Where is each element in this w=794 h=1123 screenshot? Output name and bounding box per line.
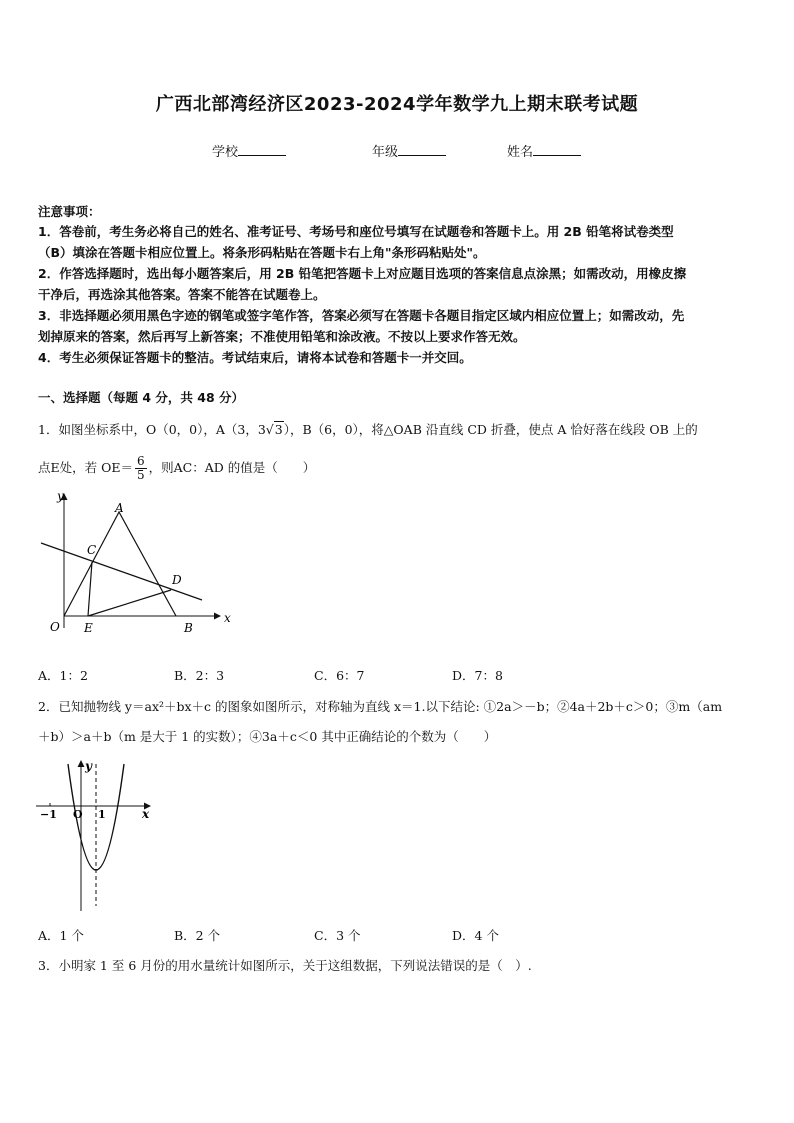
label-y: y (57, 489, 64, 503)
section-heading: 一、选择题（每题 4 分，共 48 分） (38, 390, 245, 405)
school-blank (238, 143, 286, 156)
grade-blank (398, 143, 446, 156)
q2-line-2: ＋b）＞a＋b（m 是大于 1 的实数）；④3a＋c＜0 其中正确结论的个数为（ ） (38, 729, 497, 744)
label-o: O (50, 620, 60, 634)
q1-text-b: ），B（6，0），将△OAB 沿直线 CD 折叠，使点 A 恰好落在线段 OB 上的 (283, 422, 698, 437)
notice-line-6: 划掉原来的答案，然后再写上新答案；不准使用铅笔和涂改液。不按以上要求作答无效。 (38, 329, 526, 344)
fold-line-cd (41, 543, 202, 600)
segment-de (88, 590, 171, 616)
q2-line-1: 2．已知抛物线 y＝ax²＋bx＋c 的图象如图所示，对称轴为直线 x＝1.以下结论: ①2a＞－b；②4a＋2b＋c＞0；③m（am (38, 699, 723, 714)
notice-line-5: 3．非选择题必须用黑色字迹的钢笔或签字笔作答，答案必须写在答题卡各题目指定区域内相应位置上；如需改动，先 (38, 308, 685, 323)
label-o: O (73, 808, 83, 821)
q2-figure (30, 756, 160, 916)
q1-option-b: B．2：3 (174, 668, 225, 683)
notice-line-1: 1．答卷前，考生务必将自己的姓名、准考证号、考场号和座位号填写在试题卷和答题卡上。用 2B 铅笔将试卷类型 (38, 224, 674, 239)
notice-heading: 注意事项： (38, 204, 101, 219)
q1-line-1 (38, 420, 698, 440)
grade-label: 年级 (372, 145, 399, 160)
grade-field (372, 141, 446, 160)
sqrt-sign: √ (265, 422, 274, 437)
q1-frac-den: 5 (136, 468, 145, 482)
q1-frac-num: 6 (136, 454, 145, 468)
q1-text-a: 1．如图坐标系中，O（0，0），A（3，3 (38, 422, 266, 437)
q1-fraction (135, 455, 147, 482)
label-one: 1 (98, 808, 106, 821)
notice-line-2: （B）填涂在答题卡相应位置上。将条形码粘贴在答题卡右上角"条形码粘贴处"。 (38, 245, 486, 260)
label-b: B (184, 621, 193, 635)
q1-line-2 (38, 455, 315, 482)
school-label: 学校 (212, 145, 239, 160)
notice-line-4: 干净后，再选涂其他答案。答案不能答在试题卷上。 (38, 287, 326, 302)
label-a: A (115, 501, 124, 515)
label-d: D (172, 573, 182, 587)
name-field (507, 141, 581, 160)
q1-figure (30, 488, 250, 638)
q1-text-c: 点E处，若 OE＝ (38, 460, 133, 475)
school-field (212, 141, 286, 160)
q1-text-d: ，则AC：AD 的值是（ ） (148, 460, 316, 475)
label-x: x (142, 807, 150, 821)
notice-line-3: 2．作答选择题时，选出每小题答案后，用 2B 铅笔把答题卡上对应题目选项的答案信息点涂黑；如需改动，用橡皮擦 (38, 266, 687, 281)
q1-option-d: D．7：8 (452, 668, 503, 683)
label-e: E (84, 621, 93, 635)
q3-line-1: 3．小明家 1 至 6 月份的用水量统计如图所示，关于这组数据，下列说法错误的是（ ）. (38, 958, 532, 973)
q2-option-a: A．1 个 (38, 928, 84, 943)
name-blank (533, 143, 581, 156)
label-y: y (85, 759, 92, 773)
q1-radicand: 3 (274, 422, 283, 437)
notice-line-7: 4．考生必须保证答题卡的整洁。考试结束后，请将本试卷和答题卡一并交回。 (38, 350, 472, 365)
q2-option-c: C．3 个 (314, 928, 361, 943)
q1-option-a: A．1：2 (38, 668, 88, 683)
label-c: C (87, 543, 97, 557)
q1-option-c: C．6：7 (314, 668, 365, 683)
name-label: 姓名 (507, 145, 534, 160)
label-neg1: −1 (40, 808, 57, 821)
q2-option-b: B．2 个 (174, 928, 221, 943)
triangle-oab (64, 512, 176, 616)
exam-title: 广西北部湾经济区2023-2024学年数学九上期末联考试题 (155, 94, 639, 115)
label-x: x (224, 611, 231, 625)
q2-option-d: D．4 个 (452, 928, 499, 943)
